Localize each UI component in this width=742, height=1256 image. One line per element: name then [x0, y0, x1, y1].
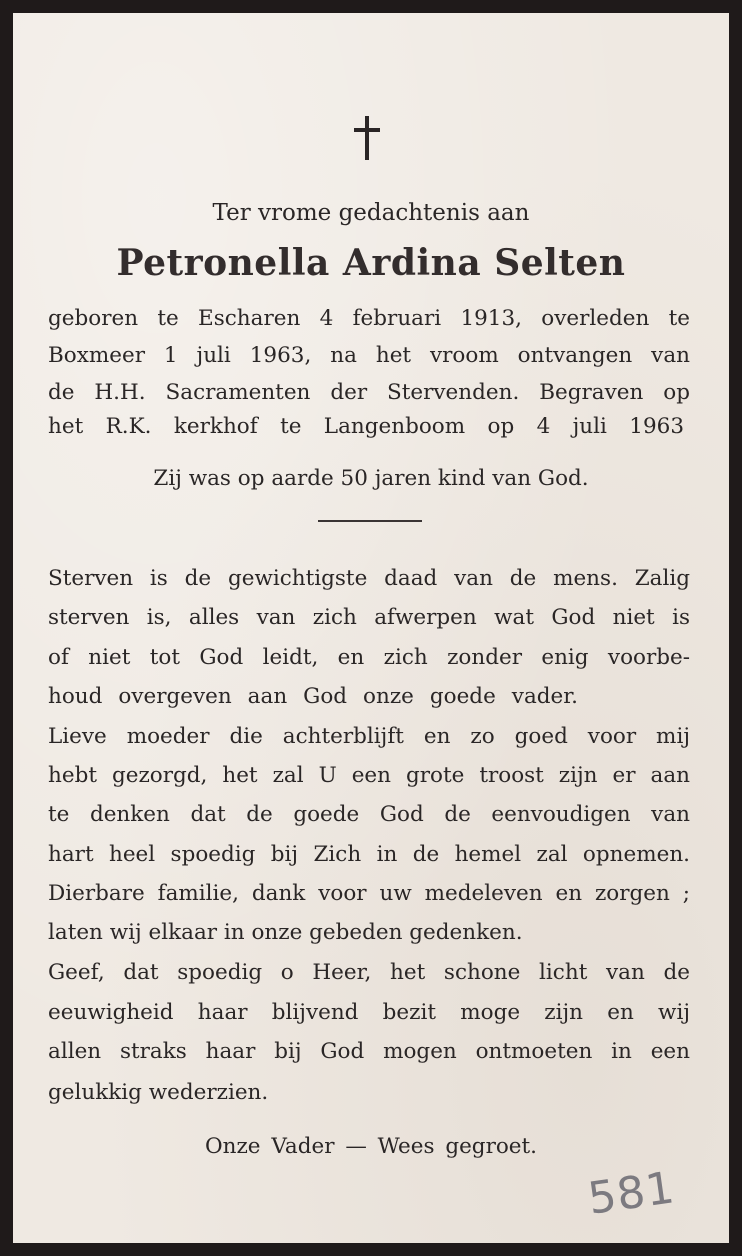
body-line: sterven is, alles van zich afwerpen wat God niet is	[48, 605, 690, 630]
bio-line: geboren te Escharen 4 februari 1913, overleden te	[48, 306, 690, 331]
body-line: Sterven is de gewichtigste daad van de mens. Zalig	[48, 566, 690, 591]
body-line: gelukkig wederzien.	[48, 1080, 269, 1105]
body-line: houd overgeven aan God onze goede vader.	[48, 684, 578, 709]
cross-icon	[352, 116, 382, 160]
age-line: Zij was op aarde 50 jaren kind van God.	[153, 466, 589, 491]
handwritten-number: 581	[584, 1162, 679, 1225]
body-line: of niet tot God leidt, en zich zonder enig voorbe-	[48, 645, 690, 670]
body-line: Dierbare familie, dank voor uw medeleven en zorgen ;	[48, 881, 690, 906]
prayer-line: Onze Vader — Wees gegroet.	[205, 1134, 537, 1159]
bio-line: de H.H. Sacramenten der Stervenden. Begraven op	[48, 380, 690, 405]
memorial-header: Ter vrome gedachtenis aan	[212, 200, 530, 226]
bio-line: het R.K. kerkhof te Langenboom op 4 juli 1963	[48, 414, 684, 439]
body-line: eeuwigheid haar blijvend bezit moge zijn en wij	[48, 1000, 690, 1025]
body-line: te denken dat de goede God de eenvoudigen van	[48, 802, 690, 827]
body-line: hebt gezorgd, het zal U een grote troost zijn er aan	[48, 763, 690, 788]
body-line: Lieve moeder die achterblijft en zo goed voor mij	[48, 724, 690, 749]
body-line: Geef, dat spoedig o Heer, het schone licht van de	[48, 960, 690, 985]
bio-line: Boxmeer 1 juli 1963, na het vroom ontvangen van	[48, 343, 690, 368]
divider	[318, 520, 422, 522]
body-line: laten wij elkaar in onze gebeden gedenken.	[48, 920, 523, 945]
deceased-name: Petronella Ardina Selten	[116, 242, 626, 284]
body-line: hart heel spoedig bij Zich in de hemel zal opnemen.	[48, 842, 690, 867]
body-line: allen straks haar bij God mogen ontmoeten in een	[48, 1039, 690, 1064]
